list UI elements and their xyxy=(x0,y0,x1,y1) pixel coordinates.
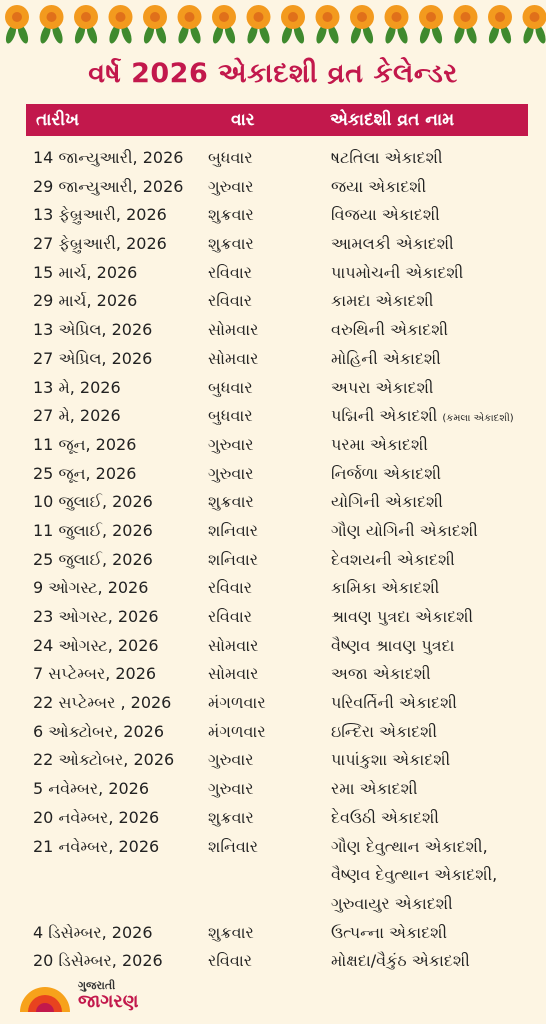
row-day: રવિવાર xyxy=(208,262,253,282)
table-header xyxy=(26,104,528,136)
row-date: 23 ઓગસ્ટ, 2026 xyxy=(33,607,159,626)
ekadashi-name-text: પદ્મિની એકાદશી xyxy=(331,406,438,426)
header-date: તારીખ xyxy=(36,110,80,130)
table-row xyxy=(0,376,546,405)
row-date: 11 જુલાઈ, 2026 xyxy=(33,520,153,540)
table-row xyxy=(0,404,546,433)
row-date: 21 નવેમ્બર, 2026 xyxy=(33,836,160,856)
row-ekadashi-name xyxy=(331,636,454,656)
row-day: સોમવાર xyxy=(208,320,259,340)
row-date: 13 મે, 2026 xyxy=(33,377,121,397)
row-ekadashi-name xyxy=(331,378,434,398)
table-row xyxy=(0,863,546,892)
row-day: બુધવાર xyxy=(208,406,253,426)
row-date: 13 એપ્રિલ, 2026 xyxy=(33,320,153,340)
row-date: 27 ફેબ્રુઆરી, 2026 xyxy=(33,234,167,254)
row-day: શનિવાર xyxy=(208,836,259,856)
ekadashi-name-text: પરિવર્તિની એકાદશી xyxy=(331,693,457,713)
table-row xyxy=(0,232,546,261)
row-day: બુધવાર xyxy=(208,148,253,167)
flower-center-icon xyxy=(116,12,126,22)
row-ekadashi-name xyxy=(331,406,514,426)
flower-center-icon xyxy=(12,12,22,22)
row-day: શુક્રવાર xyxy=(208,205,254,225)
row-ekadashi-name xyxy=(331,923,447,943)
row-day: ગુરુવાર xyxy=(208,463,254,483)
ekadashi-name-text: જયા એકાદશી xyxy=(331,176,427,196)
row-day: બુધવાર xyxy=(208,377,253,397)
row-date: 24 ઓગસ્ટ, 2026 xyxy=(33,635,159,655)
ekadashi-name-text: મોક્ષદા/વૈકુંઠ એકાદશી xyxy=(331,951,470,971)
row-ekadashi-name xyxy=(331,349,441,369)
row-date: 20 નવેમ્બર, 2026 xyxy=(33,807,160,827)
ekadashi-name-text: પાપમોચની એકાદશી xyxy=(331,262,464,282)
flower-center-icon xyxy=(47,12,57,22)
row-ekadashi-name xyxy=(331,951,470,971)
row-date: 10 જુલાઈ, 2026 xyxy=(33,492,153,512)
ekadashi-name-text: દેવશયની એકાદશી xyxy=(331,549,455,569)
table-row xyxy=(0,720,546,749)
flower-center-icon xyxy=(461,12,471,22)
ekadashi-name-text: ઉત્પન્ના એકાદશી xyxy=(331,922,448,942)
row-day: શનિવાર xyxy=(208,549,259,569)
row-day: મંગળવાર xyxy=(208,721,266,741)
table-row xyxy=(0,261,546,290)
ekadashi-name-text: કામદા એકાદશી xyxy=(331,291,434,311)
row-date: 25 જૂન, 2026 xyxy=(33,463,137,483)
ekadashi-name-text: રમા એકાદશી xyxy=(331,779,418,799)
row-day: શનિવાર xyxy=(208,520,259,540)
row-ekadashi-name xyxy=(331,492,443,512)
row-ekadashi-name xyxy=(331,779,418,799)
row-ekadashi-name xyxy=(331,750,450,770)
table-row xyxy=(0,662,546,691)
row-day: ગુરુવાર xyxy=(208,750,254,770)
flower-center-icon xyxy=(530,12,540,22)
table-row xyxy=(0,835,546,864)
row-day: રવિવાર xyxy=(208,291,253,311)
table-row xyxy=(0,490,546,519)
row-ekadashi-name xyxy=(331,234,454,254)
row-day: સોમવાર xyxy=(208,635,259,655)
header-name: એકાદશી વ્રત નામ xyxy=(330,110,455,130)
row-ekadashi-name xyxy=(331,578,439,598)
header-day: વાર xyxy=(231,110,255,130)
row-ekadashi-name xyxy=(331,291,433,311)
table-row xyxy=(0,748,546,777)
table-row xyxy=(0,892,546,921)
row-day: શુક્રવાર xyxy=(208,492,254,512)
table-row xyxy=(0,806,546,835)
ekadashi-name-text: શ્રાવણ પુત્રદા એકાદશી xyxy=(331,607,474,626)
table-row xyxy=(0,347,546,376)
row-date: 14 જાન્યુઆરી, 2026 xyxy=(33,148,184,167)
flower-center-icon xyxy=(219,12,229,22)
ekadashi-name-text: ગૌણ યોગિની એકાદશી xyxy=(331,520,478,540)
flower-center-icon xyxy=(288,12,298,22)
ekadashi-name-text: આમલકી એકાદશી xyxy=(331,234,454,254)
row-day: ગુરુવાર xyxy=(208,779,254,799)
ekadashi-name-text: યોગિની એકાદશી xyxy=(331,492,443,512)
row-ekadashi-name xyxy=(331,205,440,225)
ekadashi-name-text: અપરા એકાદશી xyxy=(331,377,434,397)
row-date: 15 માર્ચ, 2026 xyxy=(33,262,138,282)
logo-small-text: ગુજરાતી xyxy=(78,979,116,992)
ekadashi-name-text: પાપાંકુશા એકાદશી xyxy=(331,750,451,770)
table-row xyxy=(0,203,546,232)
ekadashi-name-text: મોહિની એકાદશી xyxy=(331,348,441,368)
row-date: 22 સપ્ટેમ્બર , 2026 xyxy=(33,693,172,713)
row-ekadashi-name xyxy=(331,837,488,857)
ekadashi-name-text: કામિકા એકાદશી xyxy=(331,578,440,598)
table-row xyxy=(0,146,546,175)
ekadashi-name-text: ગૌણ દેવુત્થાન એકાદશી, xyxy=(331,836,488,856)
jagran-logo xyxy=(16,976,176,1016)
flower-center-icon xyxy=(392,12,402,22)
row-day: રવિવાર xyxy=(208,578,253,598)
row-date: 11 જૂન, 2026 xyxy=(33,434,137,454)
row-date: 5 નવેમ્બર, 2026 xyxy=(33,779,150,799)
flower-center-icon xyxy=(323,12,333,22)
table-row xyxy=(0,433,546,462)
row-date: 20 ડિસેમ્બર, 2026 xyxy=(33,951,163,971)
flower-center-icon xyxy=(254,12,264,22)
flower-center-icon xyxy=(150,12,160,22)
row-date: 4 ડિસેમ્બર, 2026 xyxy=(33,922,153,942)
table-row xyxy=(0,691,546,720)
row-ekadashi-name xyxy=(331,693,457,713)
logo-big-text: જાગરણ xyxy=(78,991,139,1012)
table-row xyxy=(0,175,546,204)
row-date: 6 ઓક્ટોબર, 2026 xyxy=(33,721,165,741)
sun-logo-icon xyxy=(16,980,74,1014)
flower-center-icon xyxy=(81,12,91,22)
row-day: રવિવાર xyxy=(208,951,253,971)
ekadashi-name-text: ઇન્દિરા એકાદશી xyxy=(331,721,438,741)
flower-center-icon xyxy=(495,12,505,22)
row-ekadashi-name xyxy=(331,521,478,541)
table-row xyxy=(0,318,546,347)
ekadashi-table xyxy=(0,146,546,978)
row-ekadashi-name xyxy=(331,177,426,197)
row-day: શુક્રવાર xyxy=(208,922,254,942)
row-ekadashi-name xyxy=(331,263,463,283)
table-row xyxy=(0,289,546,318)
row-ekadashi-name xyxy=(331,435,428,455)
row-ekadashi-name xyxy=(331,664,431,684)
ekadashi-name-text: અજા એકાદશી xyxy=(331,664,431,684)
ekadashi-name-text: વરુથિની એકાદશી xyxy=(331,320,449,340)
flower-center-icon xyxy=(426,12,436,22)
ekadashi-name-text: ગુરુવાયુર એકાદશી xyxy=(331,893,453,913)
table-row xyxy=(0,462,546,491)
row-day: સોમવાર xyxy=(208,348,259,368)
row-day: સોમવાર xyxy=(208,664,259,684)
table-row xyxy=(0,777,546,806)
row-day: શુક્રવાર xyxy=(208,234,254,254)
page-title: વર્ષ 2026 એકાદશી વ્રત કેલેન્ડર xyxy=(88,58,458,89)
row-date: 29 માર્ચ, 2026 xyxy=(33,291,138,311)
row-date: 25 જુલાઈ, 2026 xyxy=(33,549,153,569)
row-ekadashi-name xyxy=(331,865,497,885)
ekadashi-name-text: વિજયા એકાદશી xyxy=(331,205,440,225)
marigold-garland-decoration xyxy=(0,0,546,50)
row-day: રવિવાર xyxy=(208,607,253,626)
ekadashi-name-text: પરમા એકાદશી xyxy=(331,434,428,454)
row-ekadashi-name xyxy=(331,722,437,742)
ekadashi-name-text: દેવઉઠી એકાદશી xyxy=(331,807,439,827)
ekadashi-alt-name-note: (કમલા એકાદશી) xyxy=(442,413,514,425)
ekadashi-name-text: ષટતિલા એકાદશી xyxy=(331,148,443,167)
row-ekadashi-name xyxy=(331,808,439,828)
ekadashi-name-text: વૈષ્ણવ શ્રાવણ પુત્રદા xyxy=(331,635,455,655)
table-row xyxy=(0,634,546,663)
table-row xyxy=(0,519,546,548)
table-row xyxy=(0,949,546,978)
flower-center-icon xyxy=(357,12,367,22)
row-ekadashi-name xyxy=(331,894,453,914)
row-day: મંગળવાર xyxy=(208,693,266,713)
table-row xyxy=(0,548,546,577)
ekadashi-name-text: નિર્જળા એકાદશી xyxy=(331,463,442,483)
row-ekadashi-name xyxy=(331,320,448,340)
flower-center-icon xyxy=(185,12,195,22)
row-day: ગુરુવાર xyxy=(208,176,254,196)
row-date: 27 મે, 2026 xyxy=(33,406,121,426)
row-date: 9 ઓગસ્ટ, 2026 xyxy=(33,578,149,598)
row-date: 13 ફેબ્રુઆરી, 2026 xyxy=(33,205,167,225)
row-ekadashi-name xyxy=(331,607,473,627)
row-date: 7 સપ્ટેમ્બર, 2026 xyxy=(33,664,157,684)
table-row xyxy=(0,605,546,634)
row-ekadashi-name xyxy=(331,148,443,168)
table-row xyxy=(0,576,546,605)
row-ekadashi-name xyxy=(331,550,455,570)
table-row xyxy=(0,921,546,950)
row-date: 22 ઓક્ટોબર, 2026 xyxy=(33,750,175,770)
row-day: ગુરુવાર xyxy=(208,434,254,454)
row-date: 27 એપ્રિલ, 2026 xyxy=(33,348,153,368)
row-day: શુક્રવાર xyxy=(208,807,254,827)
row-date: 29 જાન્યુઆરી, 2026 xyxy=(33,176,184,196)
row-ekadashi-name xyxy=(331,464,441,484)
ekadashi-name-text: વૈષ્ણવ દેવુત્થાન એકાદશી, xyxy=(331,865,498,885)
